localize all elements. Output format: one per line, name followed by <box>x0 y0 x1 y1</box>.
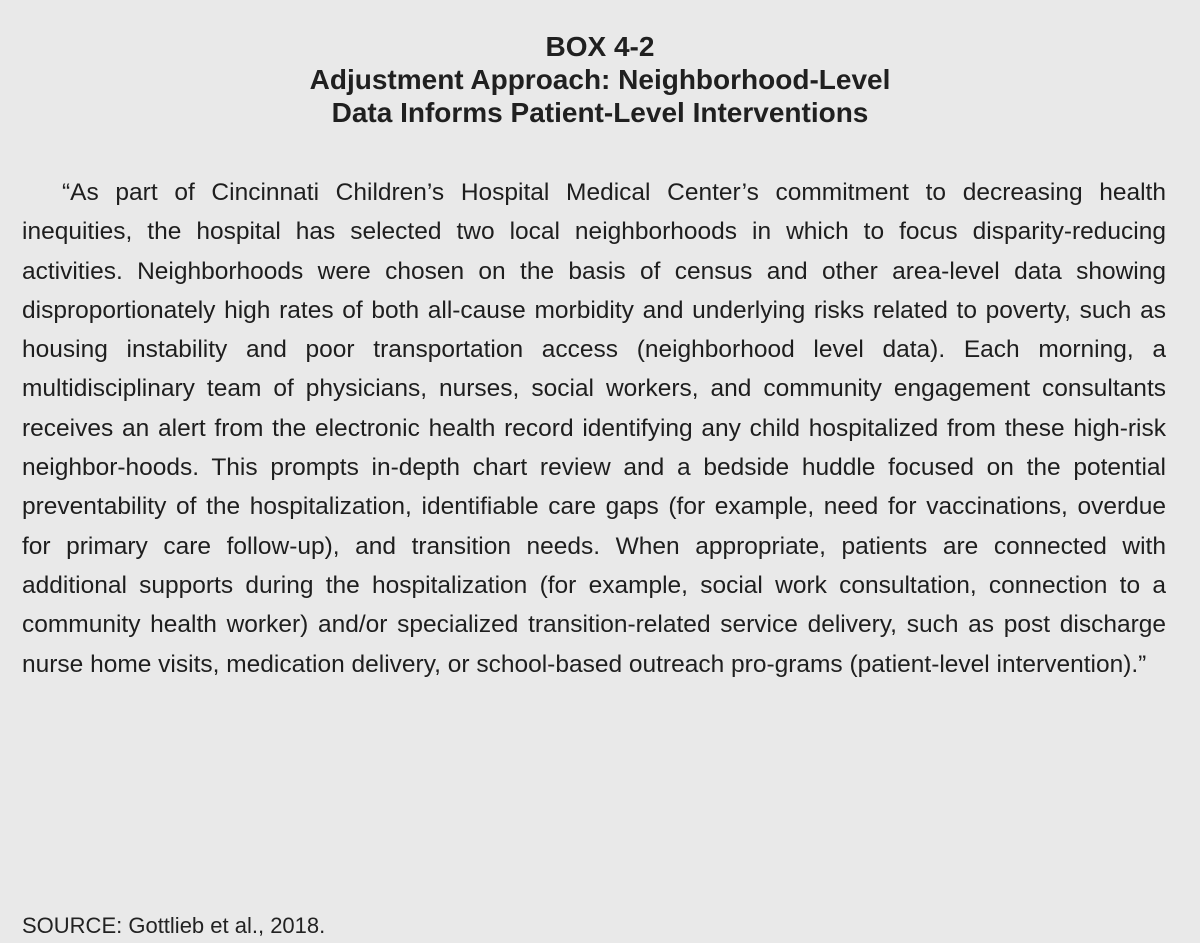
box-title-line-1: Adjustment Approach: Neighborhood-Level <box>309 64 891 95</box>
box-label: BOX 4-2 <box>545 31 655 62</box>
box-heading <box>34 30 1166 129</box>
box-body-paragraph: “As part of Cincinnati Children’s Hospital Medical Center’s commitment to decreasing health inequities, the hospital has selected two local neighborhoods in which to focus disparity-reducing activities. Neighborhoods were chosen on the basis of census and other area-level data showing disproportionately high rates of both all-cause morbidity and underlying risks related to poverty, such as housing instability and poor transportation access (neighborhood level data). Each morning, a multidisciplinary team of physicians, nurses, social workers, and community engagement consultants receives an alert from the electronic health record identifying any child hospitalized from these high-risk neighbor-hoods. This prompts in-depth chart review and a bedside huddle focused on the potential preventability of the hospitalization, identifiable care gaps (for example, need for vaccinations, overdue for primary care follow-up), and transition needs. When appropriate, patients are connected with additional supports during the hospitalization (for example, social work consultation, connection to a community health worker) and/or specialized transition-related service delivery, such as post discharge nurse home visits, medication delivery, or school-based outreach pro-grams (patient-level intervention).” <box>22 179 1166 678</box>
box-title-line-2: Data Informs Patient-Level Interventions <box>331 97 869 128</box>
source-citation: SOURCE: Gottlieb et al., 2018. <box>22 913 326 938</box>
